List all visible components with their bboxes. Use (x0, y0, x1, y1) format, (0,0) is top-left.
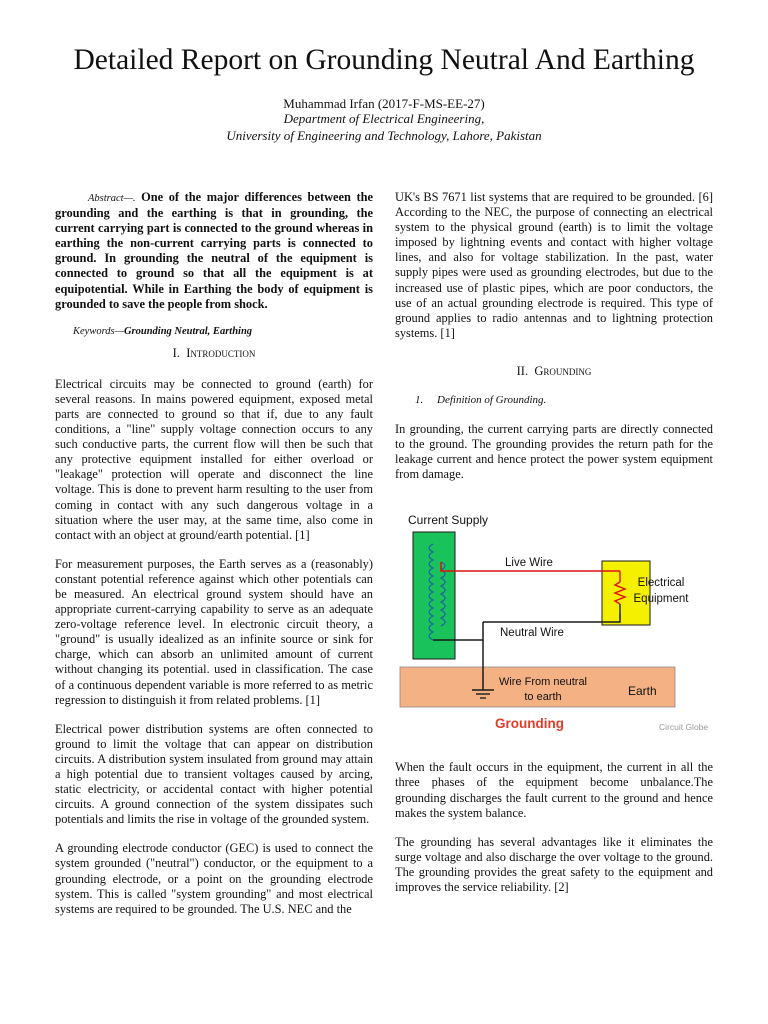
intro-paragraph-2: For measurement purposes, the Earth serves as a (reasonably) constant potential reference against which other potentials can be measured. An electrical ground system should have an appropriate current-carrying capability to serve as an adequate zero-voltage reference level. In electronic circuit theory, a "ground" is usually idealized as an infinite source or sink for charge, which can absorb an unlimited amount of current without changing its potential. used in classification. The case of a continuous dependent variable is more referred to as metric regression to distinguish it from related problems. [1] (55, 556, 373, 707)
grounding-diagram (395, 502, 713, 734)
department-line: Department of Electrical Engineering, (283, 111, 485, 126)
abstract (55, 190, 373, 312)
figure-caption: Grounding (495, 716, 564, 732)
right-column (395, 190, 713, 895)
keywords-label: Keywords— (73, 325, 124, 337)
keywords (55, 326, 373, 337)
author-line: Muhammad Irfan (2017-F-MS-EE-27) (283, 96, 485, 111)
left-column (55, 190, 373, 917)
grounding-paragraph-1: When the fault occurs in the equipment, the current in all the three phases of the equipment become unbalance.The grounding discharges the fault current to the ground and hence makes the system balance. (395, 760, 713, 820)
label-earth: Earth (628, 684, 657, 699)
paper-title: Detailed Report on Grounding Neutral And Earthing (73, 44, 695, 76)
watermark: Circuit Globe (659, 722, 709, 733)
abstract-text: One of the major differences between the grounding and the earthing is that in grounding, the current carrying part is connected to the ground whereas in earthing the non-current carrying parts is connected to ground. In grounding the neutral of the equipment is connected to ground so that all the equipment is at equipotential. While in Earthing the body of equipment is grounded to save the people from shock. (55, 190, 373, 311)
university-line: University of Engineering and Technology, Lahore, Pakistan (226, 128, 542, 143)
label-current-supply: Current Supply (408, 513, 489, 528)
label-wire-neutral-line2: to earth (524, 691, 562, 704)
subsection-title: Definition of Grounding. (437, 393, 547, 406)
label-equipment-line2: Equipment (633, 593, 689, 606)
label-equipment-line1: Electrical (637, 577, 685, 590)
section-title: Grounding (534, 363, 592, 378)
section-number: II. (516, 363, 529, 378)
abstract-label: Abstract—. (88, 193, 136, 204)
grounding-paragraph-2: The grounding has several advantages like it eliminates the surge voltage and also discharge the over voltage to the ground. The grounding provides the great safety to the equipment and improves the service reliability. [2] (395, 834, 713, 894)
section-heading-introduction (55, 345, 373, 361)
continued-paragraph: UK's BS 7671 list systems that are required to be grounded. [6] According to the NEC, the purpose of connecting an electrical system to the physical ground (earth) is to limit the voltage imposed by lightning events and contact with higher voltage lines, and also for voltage stabilization. In the past, water supply pipes were used as grounding electrodes, but due to the increased use of plastic pipes, which are poor conductors, the use of an actual grounding electrode is required. This type of ground applies to radio antennas and to lightning protection systems. [1] (395, 190, 713, 340)
equipment-return-wire (483, 613, 620, 622)
keywords-text: Grounding Neutral, Earthing (123, 325, 253, 337)
label-neutral-wire: Neutral Wire (500, 627, 564, 640)
intro-paragraph-1: Electrical circuits may be connected to ground (earth) for several reasons. In mains powered equipment, exposed metal parts are connected to ground so that if, due to any fault conditions, a "line" supply voltage connection occurs to any such conductive parts, the current flow will then be such that any protective equipment installed for either overload or "leakage" protection will operate and disconnect the line voltage. This is done to prevent harm resulting to the user from coming in contact with any such dangerous voltage in a situation where the user may, at the same time, also come in contact with an object at ground/earth potential. [1] (55, 376, 373, 542)
grounding-figure (395, 502, 713, 734)
grounding-definition-paragraph: In grounding, the current carrying parts are directly connected to the ground. The grounding provides the return path for the leakage current and hence protect the power system equipment from damage. (395, 421, 713, 482)
subsection-heading (395, 393, 713, 407)
label-live-wire: Live Wire (505, 557, 553, 570)
intro-paragraph-3: Electrical power distribution systems are often connected to ground to limit the voltage that can appear on distribution circuits. A distribution system insulated from ground may attain a high potential due to transient voltages caused by arcing, static electricity, or accidental contact with higher potential circuits. A ground connection of the system dissipates such potentials and limits the rise in voltage of the grounded system. (55, 721, 373, 827)
subsection-number: 1. (415, 393, 424, 406)
section-number: I. (172, 345, 180, 360)
section-heading-grounding (395, 363, 713, 379)
intro-paragraph-4: A grounding electrode conductor (GEC) is used to connect the system grounded ("neutral") conductor, or the equipment to a grounding electrode, or a point on the grounding electrode system. This is called "system grounding" and most electrical systems are required to be grounded. The U.S. NEC and the (55, 841, 373, 916)
section-title: Introduction (186, 345, 256, 360)
label-wire-neutral-line1: Wire From neutral (498, 676, 588, 689)
